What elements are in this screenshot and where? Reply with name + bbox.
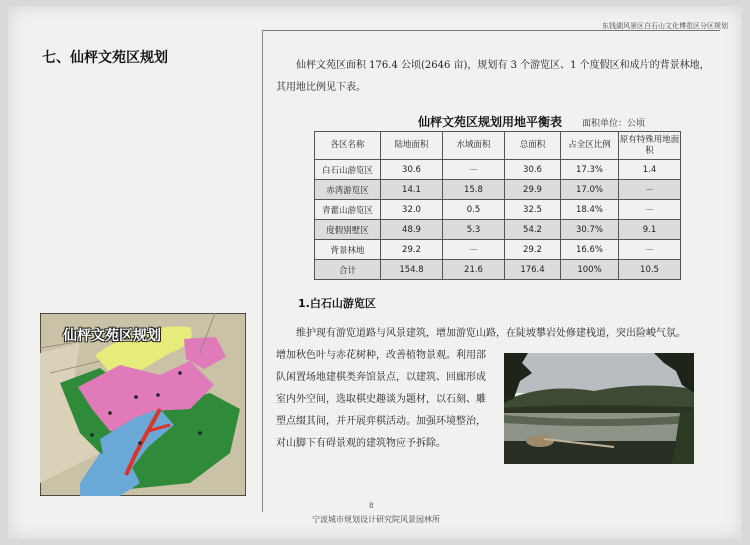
body-line: 室内外空间，选取棋史趣谈为题材，以石刻、雕 bbox=[276, 394, 486, 405]
page-number: 8 bbox=[369, 502, 374, 510]
table-cell: 14.1 bbox=[381, 180, 443, 200]
table-row bbox=[315, 180, 681, 200]
table-cell: 青藿山游览区 bbox=[315, 200, 381, 220]
table-cell: 30.6 bbox=[381, 160, 443, 180]
table-cell: 度假别墅区 bbox=[315, 220, 381, 240]
table-header-cell: 总面积 bbox=[505, 132, 561, 160]
table-cell: 17.0% bbox=[561, 180, 619, 200]
table-header-cell: 各区名称 bbox=[315, 132, 381, 160]
table-row bbox=[315, 160, 681, 180]
table-header-cell: 原有特殊用地面积 bbox=[619, 132, 681, 160]
table-cell: 29.2 bbox=[381, 240, 443, 260]
table-cell: 15.8 bbox=[443, 180, 505, 200]
column-divider bbox=[262, 30, 263, 512]
table-cell: 0.5 bbox=[443, 200, 505, 220]
table-cell: 100% bbox=[561, 260, 619, 280]
map-title: 仙枰文苑区规划 bbox=[63, 328, 161, 344]
body-first-line: 维护现有游览道路与风景建筑，增加游览山路，在陡坡攀岩处修建栈道，突出险峻气氛。 bbox=[296, 328, 686, 339]
table-title: 仙枰文苑区规划用地平衡表 bbox=[418, 115, 563, 129]
table-cell: － bbox=[619, 200, 681, 220]
subsection-title: 1.白石山游览区 bbox=[298, 297, 376, 310]
table-cell: － bbox=[443, 160, 505, 180]
table-unit: 面积单位：公顷 bbox=[582, 119, 646, 129]
table-cell: － bbox=[619, 240, 681, 260]
body-line: 增加秋色叶与赤花树种，改善植物景观。利用部 bbox=[276, 350, 486, 361]
table-cell: 32.5 bbox=[505, 200, 561, 220]
table-cell: 30.7% bbox=[561, 220, 619, 240]
table-cell: 5.3 bbox=[443, 220, 505, 240]
table-header-cell: 占全区比例 bbox=[561, 132, 619, 160]
table-cell: 白石山游览区 bbox=[315, 160, 381, 180]
table-cell: 29.2 bbox=[505, 240, 561, 260]
table-cell: 176.4 bbox=[505, 260, 561, 280]
table-cell: － bbox=[619, 180, 681, 200]
lake-photo bbox=[504, 353, 694, 464]
body-line: 塑点缀其间，并开展弈棋活动。加强环境整治， bbox=[276, 416, 486, 427]
table-cell: － bbox=[443, 240, 505, 260]
table-row bbox=[315, 200, 681, 220]
table-cell: 32.0 bbox=[381, 200, 443, 220]
body-line: 对山脚下有碍景观的建筑物应予拆除。 bbox=[276, 438, 446, 449]
table-cell: 48.9 bbox=[381, 220, 443, 240]
body-paragraph bbox=[276, 345, 496, 455]
table-cell: 30.6 bbox=[505, 160, 561, 180]
header-rule bbox=[262, 30, 720, 31]
table-cell: 10.5 bbox=[619, 260, 681, 280]
table-total-row bbox=[315, 260, 681, 280]
table-cell: 17.3% bbox=[561, 160, 619, 180]
table-cell: 154.8 bbox=[381, 260, 443, 280]
table-row bbox=[315, 220, 681, 240]
land-balance-table bbox=[314, 131, 681, 280]
table-cell: 赤湾游览区 bbox=[315, 180, 381, 200]
section-title: 七、仙枰文苑区规划 bbox=[42, 50, 168, 66]
footer-text: 宁波城市规划设计研究院风景园林所 bbox=[312, 515, 440, 524]
table-cell: 18.4% bbox=[561, 200, 619, 220]
table-header-cell: 陆地面积 bbox=[381, 132, 443, 160]
running-header: 东钱湖风景区白石山文化博览区分区规划 bbox=[602, 22, 728, 30]
intro-paragraph: 仙枰文苑区面积 176.4 公顷(2646 亩)，规划有 3 个游览区、1 个度假区和成片的背景林地，其用地比例见下表。 bbox=[276, 60, 710, 93]
table-cell: 背景林地 bbox=[315, 240, 381, 260]
table-header-row bbox=[315, 132, 681, 160]
table-cell: 54.2 bbox=[505, 220, 561, 240]
table-cell: 21.6 bbox=[443, 260, 505, 280]
table-cell: 9.1 bbox=[619, 220, 681, 240]
table-row bbox=[315, 240, 681, 260]
table-cell: 29.9 bbox=[505, 180, 561, 200]
table-cell: 1.4 bbox=[619, 160, 681, 180]
table-cell: 合计 bbox=[315, 260, 381, 280]
table-header-cell: 水域面积 bbox=[443, 132, 505, 160]
table-cell: 16.6% bbox=[561, 240, 619, 260]
body-line: 队闲置场地建棋类奔馆景点，以建筑、回廊形成 bbox=[276, 372, 486, 383]
